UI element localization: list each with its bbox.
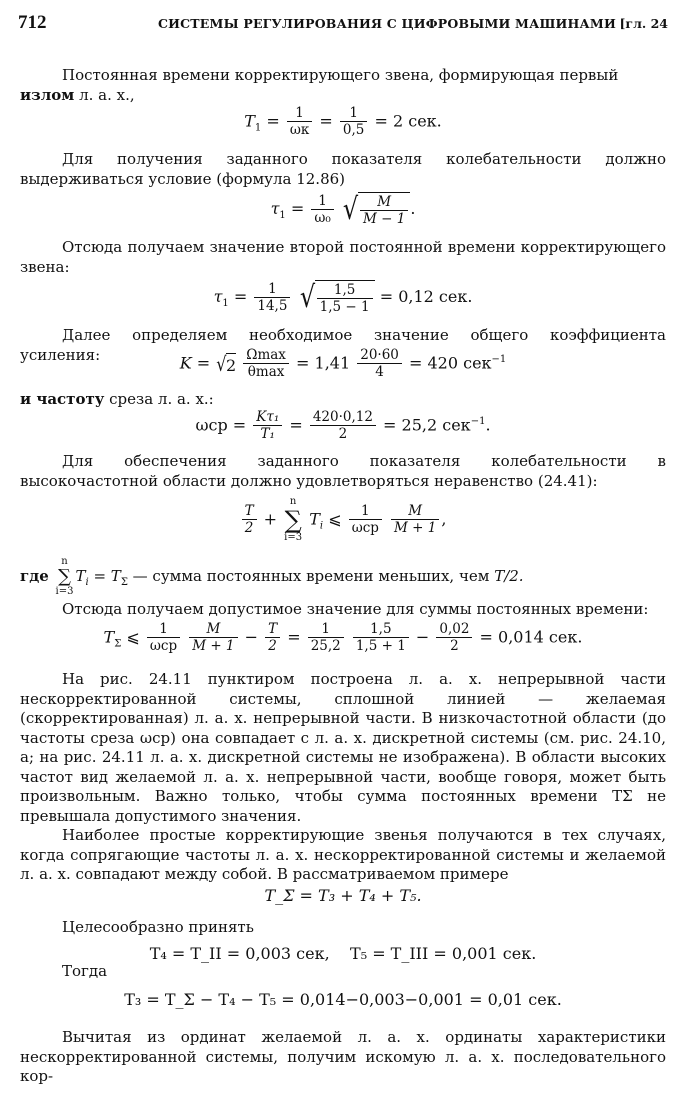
eq3-frac-den: 14,5 [254,297,290,314]
eq7-sum-bottom: i=3 [55,586,74,597]
eq3-result: = 0,12 сек. [379,287,473,306]
eq6-tail: , [441,509,447,529]
eq2-root-frac [360,195,408,227]
eq6-frac-1 [242,504,257,536]
sigma-sign: ∑ [284,506,302,534]
eq6-sum-top: n [289,496,297,507]
eq8-frac-2 [189,622,237,654]
chapter-label: [гл. 24 [619,16,668,31]
eq3-lhs-sub: 1 [222,298,229,310]
equation-5: ωср = $\frac{\text{Kτ₁}}{\text{T₁}}$ = $\frac{420\cdot 0,12}{2}$ = 25,2 сек$^{-1}$. [195,409,491,442]
eq4-frac-1-den: θmax [243,363,289,380]
eq6-frac-2-den: ωср [349,519,382,536]
eq2-sqrt-arg [358,192,410,227]
bold-word: излом [20,85,75,104]
eq1-frac-2 [340,106,367,138]
eq8-frac-3-num: T [268,621,278,637]
paragraph-2: Для получения заданного показателя колебательности должно выдерживаться условие (формула 12.86) [20,150,666,188]
paragraph-1 [20,66,666,105]
eq4-frac-1-num: Ωmax [246,347,286,363]
radical-sign: √ [299,280,315,315]
eq5-frac-2 [310,410,376,442]
eq8-frac-4 [308,622,344,654]
sigma-sign: ∑ [58,566,71,587]
eq2-lhs: τ [270,199,280,218]
eq6-frac-2 [349,504,382,536]
eq1-frac-1-den: ωк [287,121,312,138]
eq7-term: T [75,567,86,585]
eq8-lhs: T [103,627,115,647]
equation-3: $\tau_1$ = $\frac{1}{14,5}$ √ $\frac{1,5}{1,5 - 1}$ = 0,12 сек. [213,280,473,315]
eq8-frac-1-den: ωср [147,637,180,654]
eq8-frac-2-den: M + 1 [189,637,237,654]
eq6-frac-1-num: T [244,503,254,519]
eq2-lhs-sub: 1 [279,210,286,222]
eq8-lhs-sub: Σ [114,638,122,650]
eq4-sqrt [215,352,236,376]
eq8-frac-5-num: 1,5 [370,621,392,637]
page-header [18,12,668,34]
eq5-frac-1-num: Kτ₁ [256,409,280,425]
equation-2: $\tau_1$ = $\frac{1}{\text{ω₀}}$ √ $\frac{M}{M - 1}$ . [270,192,416,227]
eq4-root-arg: 2 [226,353,236,375]
eq4-frac-2 [357,348,402,380]
page-number: 712 [18,12,47,33]
paragraph-6: Для обеспечения заданного показателя колебательности в высокочастотной области должно удовлетворяться неравенство (24.41): [20,452,666,490]
paragraph-7-rest: — сумма постоянных времени меньших, чем [127,567,495,585]
eq3-sqrt [298,280,375,315]
eq3-lhs: τ [213,287,223,306]
paragraph-5 [20,390,666,410]
eq2-tail: . [410,199,416,218]
paragraph-8: Отсюда получаем допустимое значение для суммы постоянных времени: [62,600,649,618]
eq8-frac-6-den: 2 [436,637,472,654]
radical-sign: √ [342,192,359,227]
eq6-frac-3-num: M [408,503,423,519]
eq1-lhs: T [244,111,255,131]
eq8-relation: ⩽ [126,627,140,647]
eq4-result-exp: −1 [491,354,507,366]
paragraph-7-end: T/2. [494,567,524,585]
eq5-lhs: ωср [195,415,228,435]
paragraph-13: Вычитая из ординат желаемой л. а. х. ординаты характеристики нескорректированной системы, получим искомую л. а. х. последовательного кор- [20,1028,666,1085]
paragraph-1-tail: л. а. х., [74,85,135,104]
equation-10 [0,944,686,963]
eq3-root-den: 1,5 − 1 [317,298,373,315]
eq5-result-exp: −1 [470,416,486,428]
eq8-frac-3-den: 2 [265,637,280,654]
eq5-frac-2-den: 2 [310,425,376,442]
equation-6: $\frac{T}{2}$ + n ∑ i=3 $T_i$ ⩽ $\frac{1}{\text{ωср}}$ $\frac{M}{M + 1}$ , [0,496,686,544]
eq7-eq: = T [93,567,121,585]
paragraph-3: Отсюда получаем значение второй постоянной времени корректирующего звена: [20,238,666,276]
eq8-result: = 0,014 сек. [479,627,583,647]
eq2-frac [311,194,333,226]
eq2-sqrt [341,192,410,227]
equation-9: T_Σ = T₃ + T₄ + T₅. [264,886,422,905]
eq8-frac-4-den: 25,2 [308,637,344,654]
eq3-frac [254,282,290,314]
eq8-frac-2-num: M [206,621,221,637]
where-word: где [20,567,49,585]
eq6-frac-1-den: 2 [242,519,257,536]
eq3-root-frac [317,283,373,315]
eq3-frac-num: 1 [268,280,277,297]
eq1-frac-1-num: 1 [295,105,304,121]
paragraph-1-line-2 [20,86,666,106]
eq4-lhs: K [179,353,192,373]
paragraph-10: Наиболее простые корректирующие звенья получаются в тех случаях, когда сопрягающие частоты л. а. х. нескорректированной системы и желаемой л. а. х. совпадают между собой. В рассматриваемом примере [20,826,666,883]
eq3-root-num: 1,5 [333,282,356,298]
eq8-frac-6 [436,622,472,654]
eq6-sum-bottom: i=3 [284,532,303,543]
eq6-term-sub: i [319,520,324,532]
eq4-coef: = 1,41 [296,353,351,373]
eq1-frac-1 [287,106,312,138]
equation-8: $T_\Sigma$ ⩽ $\frac{1}{\text{ωср}}$ $\frac{M}{M + 1}$ − $\frac{T}{2}$ = $\frac{1}{25,2}$ $\frac{1,5}{1,5 + 1}$ − $\frac{0,02}{2}$ = 0,014 сек. [103,621,583,654]
eq2-frac-den: ω₀ [311,209,333,226]
paragraph-4: Далее определяем необходимое значение общего коэффициента усиления: [20,326,666,364]
eq7-eq-sub: Σ [120,577,128,588]
eq4-frac-1 [243,348,289,380]
eq3-sqrt-arg [315,280,375,315]
eq1-frac-2-num: 1 [349,105,358,121]
eq8-frac-6-num: 0,02 [439,621,470,637]
eq8-frac-1 [147,622,180,654]
eq1-result: = 2 сек. [374,111,442,131]
paragraph-7 [20,556,666,598]
eq7-sum [56,556,74,598]
paragraph-5-rest: среза л. а. х.: [104,390,214,408]
eq5-frac-2-num: 420·0,12 [312,409,373,425]
eq4-frac-2-num: 20·60 [360,347,399,363]
radical-sign: √ [216,352,227,376]
eq6-relation: ⩽ [328,509,342,529]
eq5-result: = 25,2 сек [383,415,471,435]
paragraph-9: На рис. 24.11 пунктиром построена л. а. х. непрерывной части нескорректированной системы, сплошной линией — желаемая (скорректированная) л. а. х. непрерывной части. В низкочастотной области (до частоты среза ωср) она совпадает с л. а. х. дискретной системы (см. рис. 24.10, а; на рис. 24.11 л. а. х. дискретной системы не изображена). В области высоких частот вид желаемой л. а. х. непрерывной части, вообще говоря, может быть произвольным. Важно только, чтобы сумма постоянных времени TΣ не превышала допустимого значения. [20,670,666,825]
eq6-sum [284,496,302,544]
eq10-part-b: T₅ = T_III = 0,001 сек. [350,944,537,963]
eq6-frac-3 [391,504,439,536]
eq2-root-den: M − 1 [360,210,408,227]
eq1-lhs-sub: 1 [254,122,262,134]
eq6-frac-2-num: 1 [361,503,370,519]
eq8-frac-3 [265,622,280,654]
paragraph-1-line-1: Постоянная времени корректирующего звена, формирующая первый [62,66,619,84]
eq10-part-a: T₄ = T_II = 0,003 сек, [149,944,330,963]
eq8-frac-1-num: 1 [159,621,168,637]
eq4-result: = 420 сек [408,353,492,373]
eq8-frac-5 [353,622,409,654]
eq8-frac-4-num: 1 [321,621,331,637]
eq8-frac-5-den: 1,5 + 1 [353,637,409,654]
equation-1: $T_1$ = $\frac{1}{\omega к}$ = $\frac{1}{0,5}$ = 2 сек. [244,105,442,138]
eq5-tail: . [485,415,491,435]
paragraph-5-bold: и частоту [20,390,105,408]
eq4-frac-2-den: 4 [357,363,402,380]
eq7-sum-top: n [61,556,68,567]
eq7-term-sub: i [85,577,89,588]
eq5-frac-1 [253,410,282,442]
eq2-root-num: M [377,194,392,210]
eq1-frac-2-den: 0,5 [340,121,367,138]
eq2-frac-num: 1 [318,192,327,209]
eq6-term: T [309,509,320,529]
eq5-frac-1-den: T₁ [253,425,282,442]
equation-4: K = √2 $\frac{\Omega\max}{\theta\max}$ = 1,41 $\frac{20\cdot 60}{4}$ = 420 сек$^{-1}$ [179,347,507,380]
paragraph-12: Тогда [62,962,108,980]
running-title: СИСТЕМЫ РЕГУЛИРОВАНИЯ С ЦИФРОВЫМИ МАШИНАМИ [158,16,616,31]
equation-11: T₃ = T_Σ − T₄ − T₅ = 0,014−0,003−0,001 = 0,01 сек. [124,990,562,1009]
paragraph-11: Целесообразно принять [62,918,254,936]
eq6-frac-3-den: M + 1 [391,519,439,536]
